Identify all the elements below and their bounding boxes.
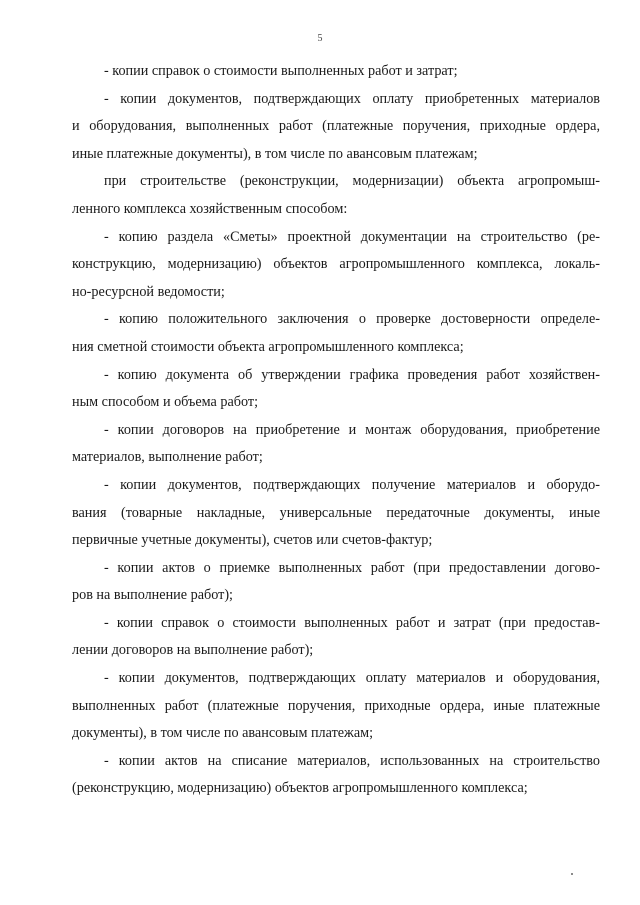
text-line: - копии документов, подтверждающих получение материалов и оборудо- <box>104 476 600 493</box>
scan-artifact <box>571 873 573 875</box>
document-body <box>72 58 600 803</box>
text-line: - копию документа об утверждении графика проведения работ хозяйствен- <box>104 366 600 383</box>
text-line: первичные учетные документы), счетов или счетов-фактур; <box>72 532 433 549</box>
text-line: - копии справок о стоимости выполненных работ и затрат; <box>104 63 458 79</box>
text-line: - копии документов, подтверждающих оплату приобретенных материалов <box>104 90 600 107</box>
text-line: - копию раздела «Сметы» проектной документации на строительство (ре- <box>104 228 600 245</box>
page-number: 5 <box>317 33 323 44</box>
text-line: (реконструкцию, модернизацию) объектов агропромышленного комплекса; <box>72 780 528 797</box>
text-line: документы), в том числе по авансовым платежам; <box>72 725 374 742</box>
text-line: но-ресурсной ведомости; <box>72 283 225 300</box>
text-line: при строительстве (реконструкции, модернизации) объекта агропромыш- <box>104 173 600 190</box>
text-line: ленного комплекса хозяйственным способом: <box>72 200 348 217</box>
text-line: - копии документов, подтверждающих оплату материалов и оборудования, <box>104 670 600 687</box>
text-line: - копии договоров на приобретение и монтаж оборудования, приобретение <box>104 421 600 438</box>
text-line: ния сметной стоимости объекта агропромышленного комплекса; <box>72 338 464 355</box>
text-line: выполненных работ (платежные поручения, приходные ордера, иные платежные <box>72 697 600 714</box>
text-line: материалов, выполнение работ; <box>72 449 263 466</box>
text-line: - копии актов на списание материалов, использованных на строительство <box>104 752 600 769</box>
text-line: - копию положительного заключения о проверке достоверности определе- <box>104 311 600 328</box>
text-line: вания (товарные накладные, универсальные передаточные документы, иные <box>72 504 600 521</box>
text-line: ров на выполнение работ); <box>72 587 233 604</box>
text-line: иные платежные документы), в том числе по авансовым платежам; <box>72 145 478 162</box>
text-line: - копии справок о стоимости выполненных работ и затрат (при предостав- <box>104 614 600 631</box>
text-line: ным способом и объема работ; <box>72 394 259 411</box>
text-line: конструкцию, модернизацию) объектов агропромышленного комплекса, локаль- <box>72 256 600 273</box>
text-line: и оборудования, выполненных работ (платежные поручения, приходные ордера, <box>72 118 600 135</box>
text-line: лении договоров на выполнение работ); <box>72 642 314 659</box>
text-line: - копии актов о приемке выполненных работ (при предоставлении догово- <box>104 559 600 576</box>
